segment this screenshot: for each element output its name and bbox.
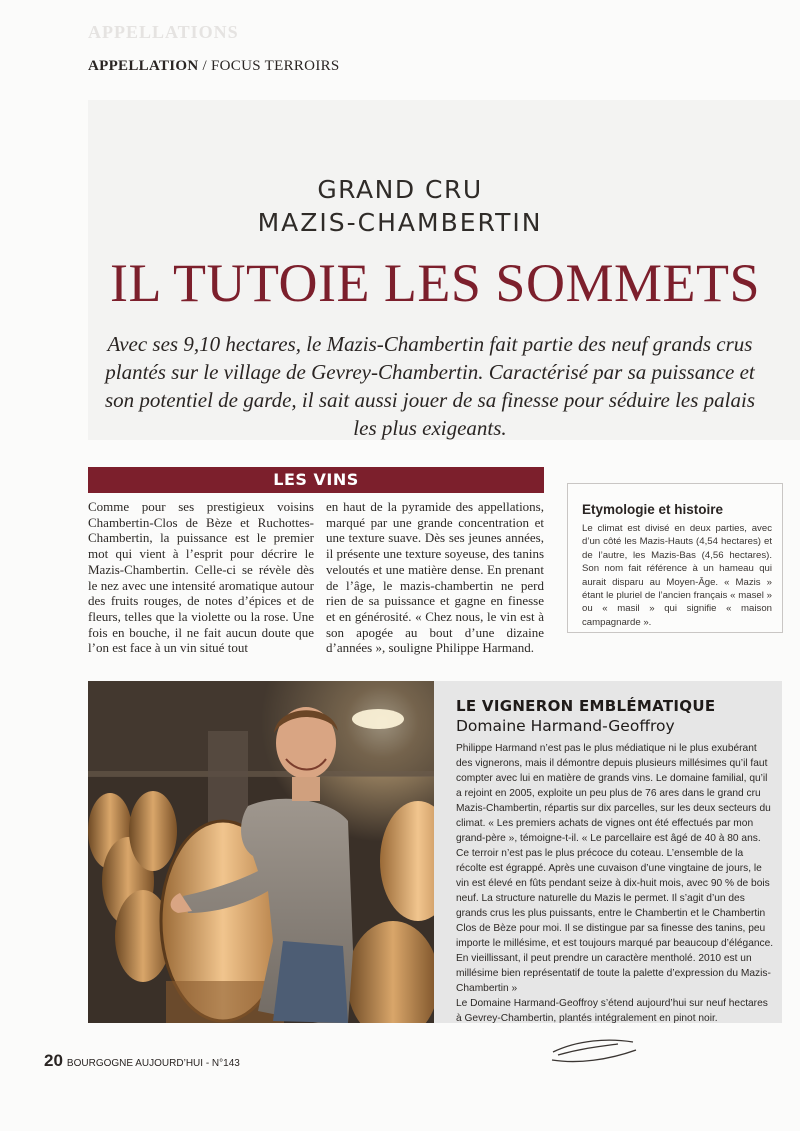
magazine-name: BOURGOGNE AUJOURD’HUI - N°143 (66, 1058, 240, 1069)
page-header (88, 58, 340, 75)
vigneron-title: LE VIGNERON EMBLÉMATIQUE (456, 697, 716, 715)
vins-column-2: en haut de la pyramide des appellations, marqué par une grande concentration et une texture suave. Dès ses jeunes années, il présente une texture soyeuse, des tanins veloutés et une matière dense. En prenant de l’âge, le mazis-chambertin ne perd rien de sa puissance et gagne en finesse et en générosité. « Chez nous, le vin est à son apogée au bout d’une dizaine d’années », souligne Philippe Harmand. (326, 499, 544, 656)
signature-mark (548, 1030, 643, 1070)
header-section: APPELLATION (88, 58, 199, 74)
etymology-body: Le climat est divisé en deux parties, avec d’un côté les Mazis-Hauts (4,54 hectares) et de l’autre, les Mazis-Bas (4,56 hectares). Son nom fait référence à un hameau qui aurait disparu au Moyen-Âge. « Mazis » étant le pluriel de l’ancien français « masel » ou « masil » qui signifie « maison campagnarde ». (582, 523, 772, 628)
vigneron-paragraph-1: Philippe Harmand n’est pas le plus médiatique ni le plus exubérant des vignerons, mais il démontre depuis plusieurs millésimes qu’il faut compter avec lui en matière de grands vins. Le domaine familial, qu’il a rejoint en 2005, exploite un peu plus de 76 ares dans le grand cru Mazis-Chambertin, répartis sur dix parcelles, sur les deux secteurs du climat. « Les premiers achats de vignes ont été effectués par mon grand-père », témoigne-t-il. « Le parcellaire est âgé de 40 à 80 ans. Ce terroir n’est pas le plus précoce du coteau. L’ensemble de la récolte est égrappé. Après une cuvaison d’une vingtaine de jours, le vin est élevé en fûts pendant seize à dix-huit mois, avec 90 % de bois neuf. La structure naturelle du Mazis le permet. Il s’agit d’un des grands crus les plus puissants, entre le Chambertin et le Chambertin Clos de Bèze pour moi. Il se distingue par sa finesse des tanins, peu importe le millésime, et est toujours marqué par beaucoup d’élégance. En vieillissant, il peut prendre un caractère mentholé. 2010 est un millésime bien représentatif de toute la palette d’expression du Mazis-Chambertin » (456, 743, 774, 994)
vins-column-1: Comme pour ses prestigieux voisins Chambertin-Clos de Bèze et Ruchottes-Chambertin, la puissance est le premier mot qui vient à l’esprit pour décrire le Mazis-Chambertin. Celle-ci se révèle dès le nez avec une intensité aromatique autour des fruits rouges, de notes d’épices et de fleurs, telles que la violette ou la rose. Une fois en bouche, il ne fait aucun doute que l’on est face à un vin situé tout (88, 499, 314, 656)
article-lede: Avec ses 9,10 hectares, le Mazis-Chambertin fait partie des neuf grands crus plantés sur le village de Gevrey-Chambertin. Caractérisé par sa puissance et son potentiel de garde, il sait aussi jouer de sa finesse pour séduire les palais les plus exigeants. (105, 332, 755, 440)
header-subsection: FOCUS TERROIRS (211, 58, 340, 74)
section-heading-les-vins: LES VINS (88, 467, 544, 493)
vigneron-body (456, 741, 774, 1026)
article-title: IL TUTOIE LES SOMMETS (109, 253, 760, 313)
etymology-title: Etymologie et histoire (582, 502, 724, 517)
kicker-appellation: MAZIS-CHAMBERTIN (257, 208, 543, 237)
cellar-photo-illustration (88, 681, 434, 1023)
etymology-sidebar (567, 483, 783, 633)
vigneron-paragraph-2: Le Domaine Harmand-Geoffroy s’étend aujourd’hui sur neuf hectares à Gevrey-Chambertin, plantés intégralement en pinot noir. (456, 998, 768, 1024)
signature-scribble (548, 1030, 643, 1075)
page-number: 20 (44, 1051, 63, 1070)
kicker-grand-cru: GRAND CRU (317, 175, 483, 204)
header-separator: / (202, 58, 208, 74)
page-footer (44, 1051, 240, 1071)
vigneron-box (434, 681, 782, 1023)
winemaker-photo (88, 681, 434, 1023)
ghost-header: APPELLATIONS (88, 22, 239, 42)
vigneron-subtitle: Domaine Harmand-Geoffroy (456, 717, 675, 735)
